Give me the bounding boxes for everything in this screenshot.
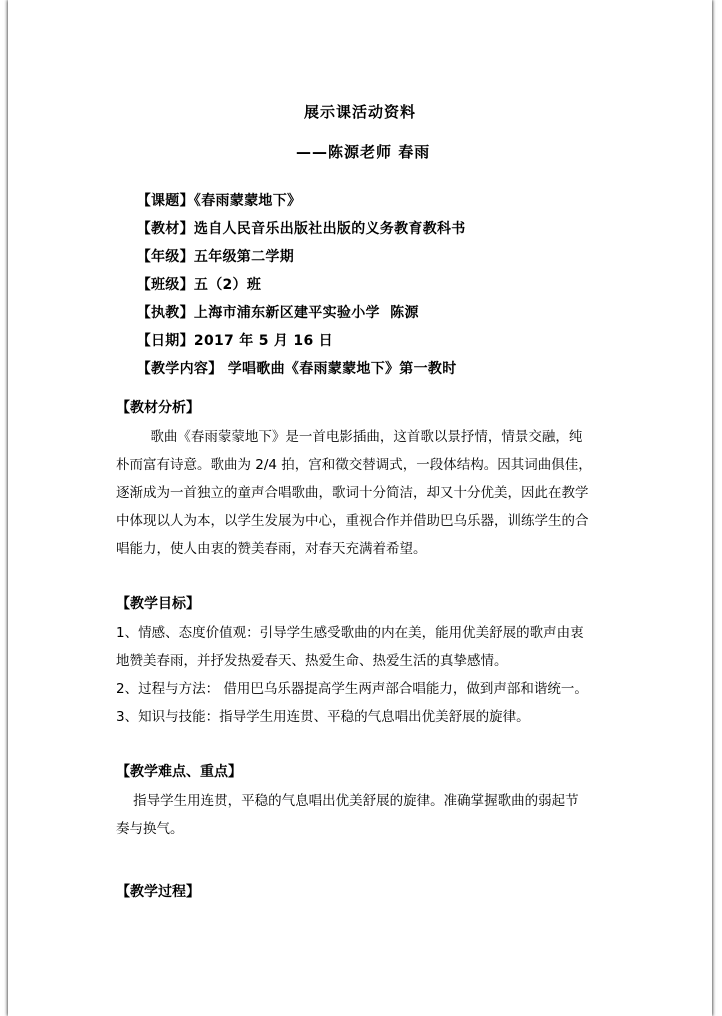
paragraph-line: 奏与换气。 (116, 821, 184, 837)
section-heading-key-points: 【教学难点、重点】 (116, 764, 242, 780)
paragraph-line: 1、情感、态度价值观：引导学生感受歌曲的内在美，能用优美舒展的歌声由衷 (116, 625, 584, 641)
field-label: 【执教】 (136, 305, 194, 321)
paragraph-line: 中体现以人为本，以学生发展为中心，重视合作并借助巴乌乐器，训练学生的合 (116, 513, 589, 529)
field-label: 【年级】 (136, 249, 194, 265)
section-heading-process: 【教学过程】 (116, 884, 200, 900)
document-page (8, 0, 712, 1016)
paragraph-line: 唱能力，使人由衷的赞美春雨，对春天充满着希望。 (116, 541, 427, 557)
paragraph-line: 朴而富有诗意。歌曲为 2/4 拍，宫和徵交替调式，一段体结构。因其词曲俱佳， (116, 457, 592, 473)
paragraph-line: 指导学生用连贯，平稳的气息唱出优美舒展的旋律。准确掌握歌曲的弱起节 (116, 793, 579, 809)
field-value: 选自人民音乐出版社出版的义务教育教科书 (193, 221, 466, 237)
paragraph-line: 3、知识与技能：指导学生用连贯、平稳的气息唱出优美舒展的旋律。 (116, 709, 530, 725)
field-content (116, 342, 457, 394)
field-label: 【课题】 (136, 193, 194, 209)
field-label: 【班级】 (136, 277, 194, 293)
paragraph-line: 歌曲《春雨蒙蒙地下》是一首电影插曲，这首歌以景抒情，情景交融，纯 (116, 429, 583, 445)
section-heading-analysis: 【教材分析】 (116, 400, 200, 416)
field-label: 【日期】 (136, 333, 194, 349)
field-label: 【教材】 (136, 221, 194, 237)
field-value: 学唱歌曲《春雨蒙蒙地下》第一教时 (222, 361, 457, 377)
field-value: 《春雨蒙蒙地下》 (193, 193, 302, 209)
section-heading-goals: 【教学目标】 (116, 596, 200, 612)
field-value: 五（2）班 (193, 277, 262, 293)
document-title: 展示课活动资料 (303, 103, 416, 121)
field-value: 上海市浦东新区建平实验小学 陈源 (193, 305, 419, 321)
field-value: 2017 年 5 月 16 日 (193, 333, 333, 349)
paragraph-line: 地赞美春雨，并抒发热爱春天、热爱生命、热爱生活的真挚感情。 (116, 653, 508, 669)
paragraph-line: 2、过程与方法： 借用巴乌乐器提高学生两声部合唱能力，做到声部和谐统一。 (116, 681, 588, 697)
field-label: 【教学内容】 (136, 361, 223, 377)
field-value: 五年级第二学期 (193, 249, 295, 265)
paragraph-line: 逐渐成为一首独立的童声合唱歌曲，歌词十分简洁，却又十分优美，因此在教学 (116, 485, 589, 501)
document-subtitle: ——陈源老师 春雨 (296, 143, 431, 161)
